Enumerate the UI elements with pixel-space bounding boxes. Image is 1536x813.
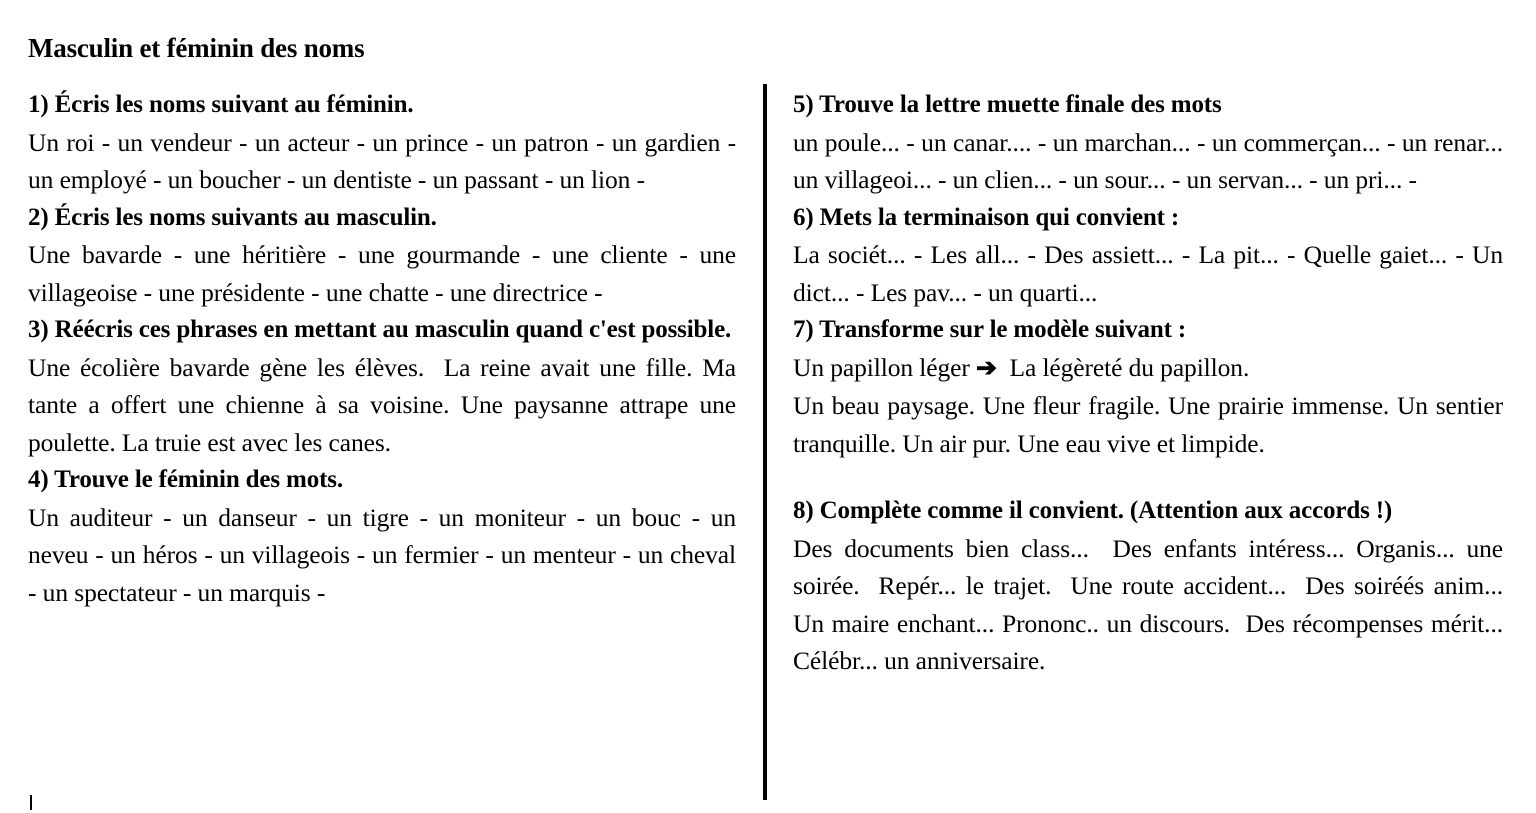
exercise-1 [28, 86, 743, 199]
exercise-7-example-before: Un papillon léger [793, 352, 970, 382]
exercise-7-body: Un beau paysage. Une fleur fragile. Une prairie immense. Un sentier tranquille. Un air pur. Une eau vive et limpide. [793, 391, 1510, 458]
exercise-4 [28, 461, 743, 611]
exercise-7-example [793, 349, 1503, 388]
exercise-3 [28, 311, 743, 461]
right-arrow-icon: ➔ [976, 354, 997, 382]
exercise-6-heading: 6) Mets la terminaison qui convient : [793, 203, 1180, 231]
exercise-5-heading: 5) Trouve la lettre muette finale des mots [793, 91, 1222, 118]
exercise-3-heading: 3) Réécris ces phrases en mettant au masculin quand c'est possible. [28, 316, 732, 343]
left-column [28, 86, 743, 611]
exercise-2-heading: 2) Écris les noms suivants au masculin. [28, 203, 437, 231]
exercise-8-body: Des documents bien class... Des enfants intéress... Organis... une soirée. Repér... le trajet. Une route accident... Des soiréés anim... Un maire enchant... Prononc.. un discours. Des récompenses mérit... Célébr... un anniversaire. [793, 533, 1516, 675]
exercise-8-heading: 8) Complète comme il convient. (Attention aux accords !) [793, 497, 1393, 524]
exercise-2 [28, 199, 743, 312]
exercise-5-body: un poule... - un canar.... - un marchan... - un commerçan... - un renar... un villageoi... - un clien... - un sour... - un servan... - un pri... - [793, 127, 1516, 194]
exercise-8 [793, 492, 1516, 680]
exercise-3-body: Une écolière bavarde gène les élèves. La reine avait une fille. Ma tante a offert une chienne à sa voisine. Une paysanne attrape une poulette. La truie est avec les canes. [28, 352, 743, 457]
right-column [793, 86, 1516, 680]
exercise-1-heading: 1) Écris les noms suivant au féminin. [28, 91, 414, 118]
exercise-4-heading: 4) Trouve le féminin des mots. [28, 466, 343, 493]
text-caret [30, 795, 32, 810]
exercise-6 [793, 199, 1510, 312]
exercise-5 [793, 86, 1516, 199]
column-divider [763, 84, 767, 800]
exercise-6-body: La sociét... - Les all... - Des assiett... - La pit... - Quelle gaiet... - Un dict... - Les pav... - un quarti... [793, 240, 1510, 307]
page-title: Masculin et féminin des noms [28, 33, 365, 64]
exercise-7-heading: 7) Transforme sur le modèle suivant : [793, 316, 1187, 343]
exercise-2-body: Une bavarde - une héritière - une gourmande - une cliente - une villageoise - une présidente - une chatte - une directrice - [28, 240, 743, 307]
exercise-4-body: Un auditeur - un danseur - un tigre - un moniteur - un bouc - un neveu - un héros - un villageois - un fermier - un menteur - un cheval - un spectateur - un marquis - [28, 502, 743, 607]
exercise-7-example-after: La légèreté du papillon. [1009, 352, 1250, 382]
exercise-7 [793, 311, 1510, 462]
exercise-1-body: Un roi - un vendeur - un acteur - un prince - un patron - un gardien - un employé - un boucher - un dentiste - un passant - un lion - [28, 127, 743, 194]
section-spacer [793, 462, 1503, 492]
